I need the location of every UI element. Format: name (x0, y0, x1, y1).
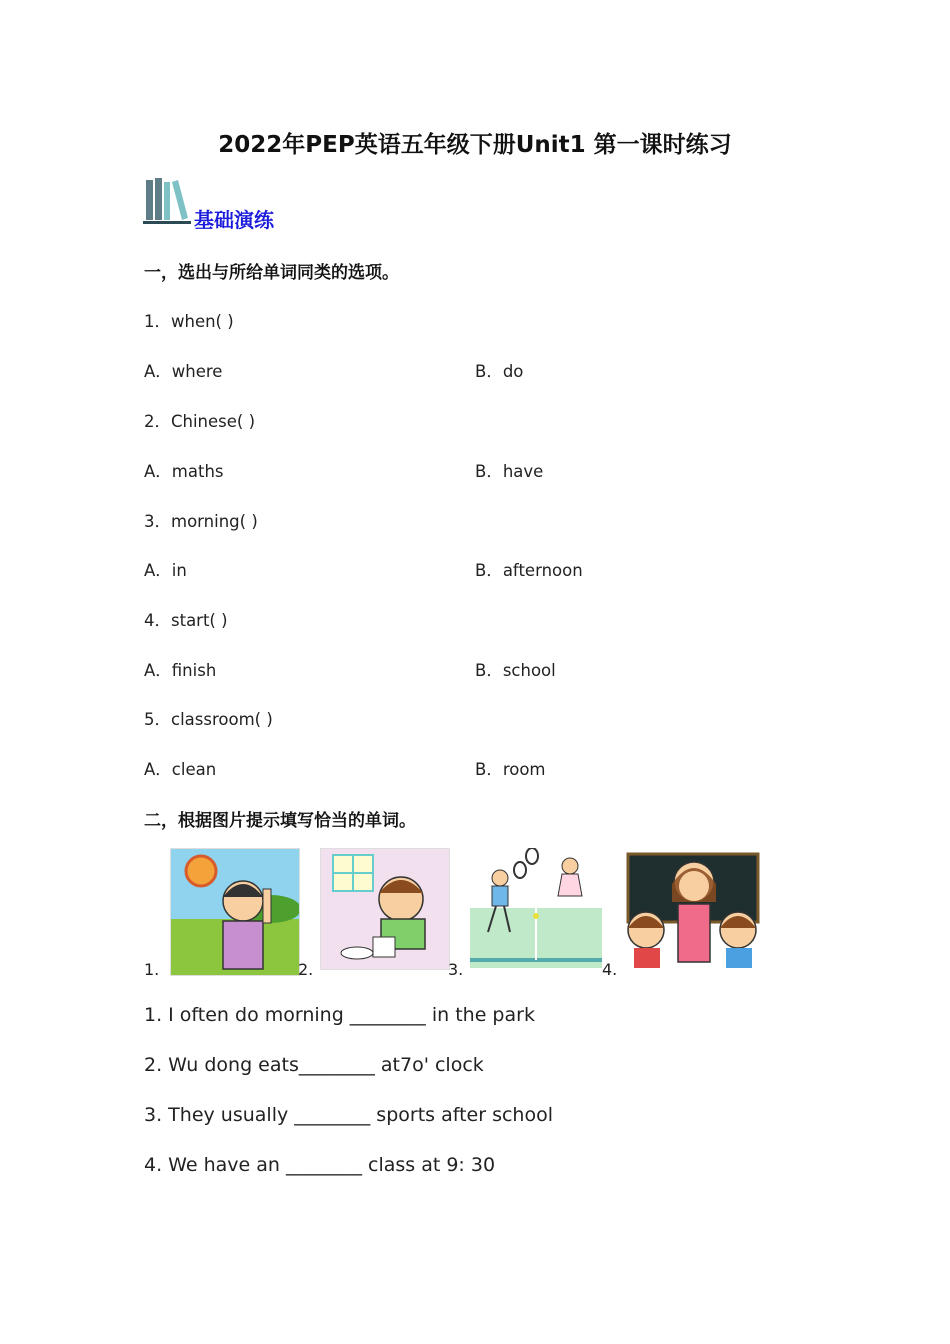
fill-sentence-4: 4. We have an ________ class at 9: 30 (144, 1154, 496, 1176)
q5-stem: 5．classroom( ) (144, 710, 273, 729)
page-title: 2022年PEP英语五年级下册Unit1 第一课时练习 (218, 132, 732, 158)
q4-stem: 4．start( ) (144, 611, 228, 630)
fill-sentence-2: 2. Wu dong eats________ at7o' clock (144, 1054, 484, 1076)
q1-option-b: B．do (475, 362, 524, 381)
q3-stem: 3．morning( ) (144, 512, 258, 531)
part2-heading: 二，根据图片提示填写恰当的单词。 (144, 811, 416, 831)
section-label: 基础演练 (194, 208, 274, 232)
picture-number: 3. (448, 960, 464, 979)
eating-breakfast-picture (320, 848, 450, 970)
english-class-picture (624, 848, 762, 968)
fill-sentence-3: 3. They usually ________ sports after school (144, 1104, 553, 1126)
q4-option-b: B．school (475, 661, 556, 680)
q1-stem: 1．when( ) (144, 312, 234, 331)
morning-exercise-picture (170, 848, 300, 976)
q5-option-b: B．room (475, 760, 546, 779)
q3-option-a: A．in (144, 561, 187, 580)
q4-option-a: A．finish (144, 661, 217, 680)
books-icon (143, 176, 193, 226)
picture-number: 4. (602, 960, 618, 979)
q1-option-a: A．where (144, 362, 223, 381)
q2-option-a: A．maths (144, 462, 224, 481)
playing-tennis-picture (470, 848, 602, 968)
q2-option-b: B．have (475, 462, 544, 481)
q3-option-b: B．afternoon (475, 561, 583, 580)
q2-stem: 2．Chinese( ) (144, 412, 256, 431)
part1-heading: 一，选出与所给单词同类的选项。 (144, 263, 399, 283)
picture-row (144, 848, 784, 978)
picture-number: 2. (298, 960, 314, 979)
section-header (143, 176, 403, 232)
q5-option-a: A．clean (144, 760, 217, 779)
fill-sentence-1: 1. I often do morning ________ in the park (144, 1004, 535, 1026)
picture-number: 1. (144, 960, 160, 979)
